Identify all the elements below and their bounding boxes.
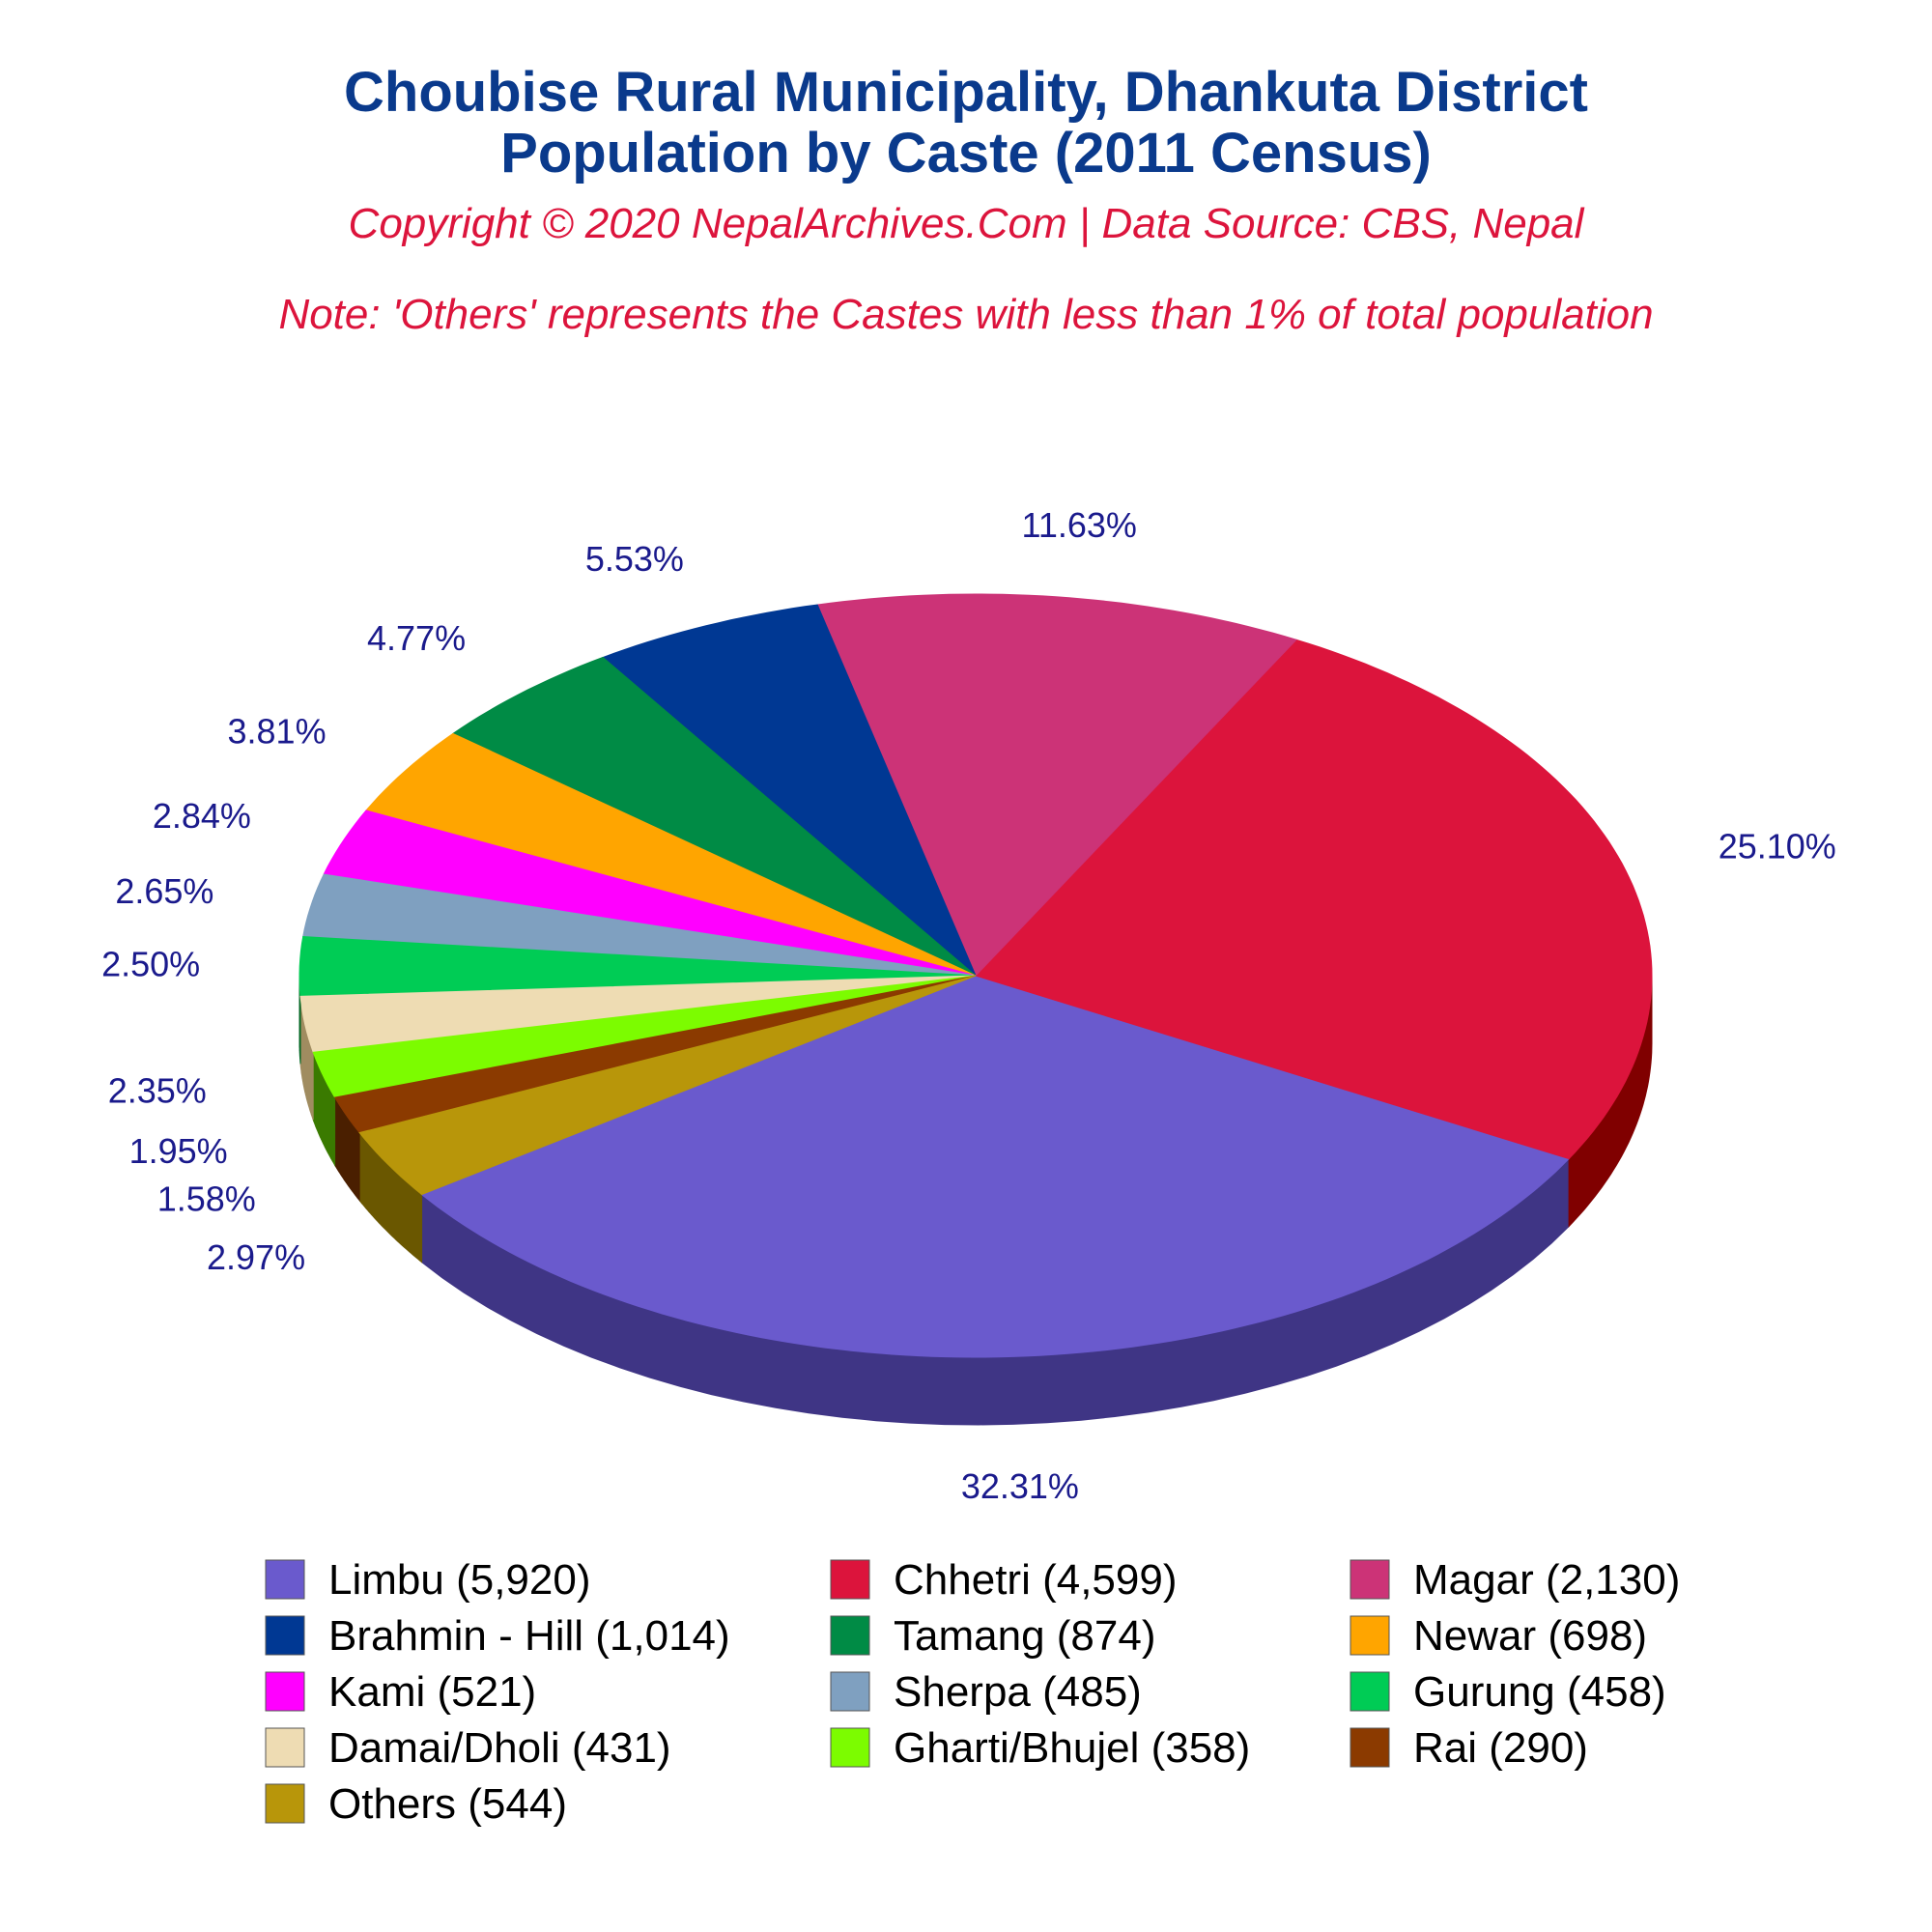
legend-item-brahmin-hill <box>266 1612 730 1660</box>
legend-item-tamang <box>831 1612 1155 1660</box>
legend-label-tamang: Tamang (874) <box>894 1612 1156 1660</box>
pct-label-chhetri: 25.10% <box>1718 826 1836 867</box>
chart-title-line1: Choubise Rural Municipality, Dhankuta District <box>344 61 1588 124</box>
legend-swatch-kami <box>266 1672 304 1711</box>
legend-label-chhetri: Chhetri (4,599) <box>894 1556 1178 1604</box>
legend-item-gurung <box>1350 1668 1666 1716</box>
legend-label-damai-dholi: Damai/Dholi (431) <box>328 1724 671 1772</box>
legend-label-newar: Newar (698) <box>1413 1612 1648 1660</box>
chart-note: Note: 'Others' represents the Castes with less than 1% of total population <box>278 291 1654 338</box>
pct-label-brahmin-hill: 5.53% <box>584 538 684 579</box>
pct-label-gurung: 2.50% <box>101 944 201 984</box>
legend-item-magar <box>1350 1556 1680 1604</box>
legend-item-sherpa <box>831 1668 1142 1716</box>
legend-item-limbu <box>266 1556 590 1604</box>
legend-item-damai-dholi <box>266 1724 671 1772</box>
legend-item-rai <box>1350 1724 1588 1772</box>
legend-swatch-rai <box>1350 1728 1389 1767</box>
chart-title-line2: Population by Caste (2011 Census) <box>500 122 1432 185</box>
pct-label-sherpa: 2.65% <box>115 871 214 912</box>
legend-item-newar <box>1350 1612 1647 1660</box>
legend-swatch-others <box>266 1784 304 1823</box>
legend-swatch-damai-dholi <box>266 1728 304 1767</box>
legend-swatch-limbu <box>266 1560 304 1599</box>
legend-swatch-magar <box>1350 1560 1389 1599</box>
pct-label-newar: 3.81% <box>227 711 327 752</box>
legend-swatch-gharti-bhujel <box>831 1728 869 1767</box>
legend-label-gurung: Gurung (458) <box>1413 1668 1666 1716</box>
pct-label-tamang: 4.77% <box>367 617 467 658</box>
legend-label-brahmin-hill: Brahmin - Hill (1,014) <box>328 1612 730 1660</box>
legend-label-others: Others (544) <box>328 1780 567 1828</box>
legend-item-kami <box>266 1668 536 1716</box>
legend-label-limbu: Limbu (5,920) <box>328 1556 591 1604</box>
legend-label-rai: Rai (290) <box>1413 1724 1588 1772</box>
pct-label-rai: 1.58% <box>156 1179 256 1219</box>
legend-swatch-chhetri <box>831 1560 869 1599</box>
pct-label-kami: 2.84% <box>152 796 251 837</box>
legend-label-sherpa: Sherpa (485) <box>894 1668 1142 1716</box>
legend-label-magar: Magar (2,130) <box>1413 1556 1681 1604</box>
legend-swatch-newar <box>1350 1616 1389 1655</box>
legend-item-others <box>266 1780 567 1828</box>
pct-label-damai-dholi: 2.35% <box>107 1070 207 1111</box>
legend-item-chhetri <box>831 1556 1177 1604</box>
legend-swatch-gurung <box>1350 1672 1389 1711</box>
legend-swatch-brahmin-hill <box>266 1616 304 1655</box>
pct-label-gharti-bhujel: 1.95% <box>128 1130 228 1171</box>
chart-subtitle: Copyright © 2020 NepalArchives.Com | Data Source: CBS, Nepal <box>348 200 1584 247</box>
legend-item-gharti-bhujel <box>831 1724 1250 1772</box>
pct-label-limbu: 32.31% <box>960 1465 1079 1506</box>
legend-label-gharti-bhujel: Gharti/Bhujel (358) <box>894 1724 1251 1772</box>
pct-label-others: 2.97% <box>207 1237 306 1278</box>
legend-swatch-tamang <box>831 1616 869 1655</box>
legend-label-kami: Kami (521) <box>328 1668 537 1716</box>
legend <box>266 1556 1680 1828</box>
pct-label-magar: 11.63% <box>1021 504 1137 545</box>
legend-swatch-sherpa <box>831 1672 869 1711</box>
pie-tops <box>299 594 1652 1357</box>
